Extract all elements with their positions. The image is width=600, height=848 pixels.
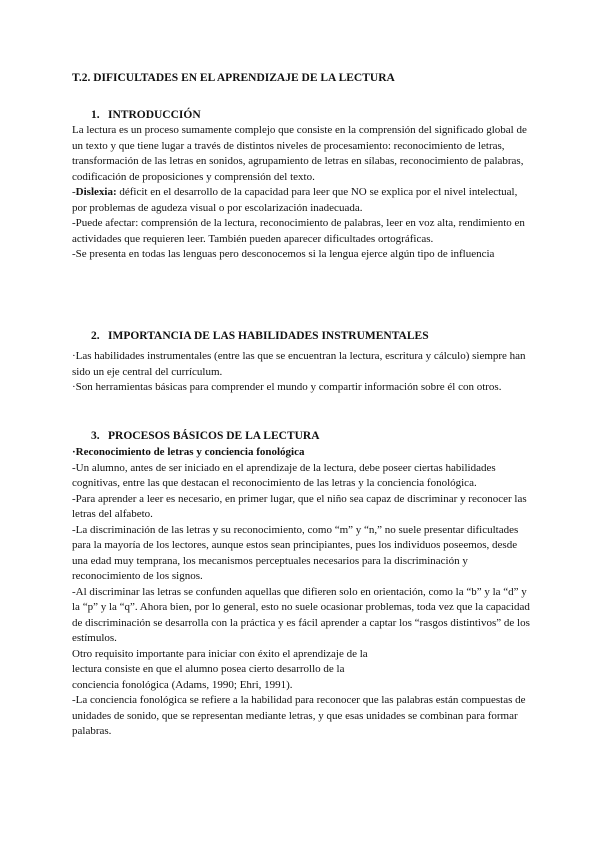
section-number: 1. bbox=[91, 109, 100, 121]
section-heading-introduccion bbox=[91, 109, 201, 121]
paragraph: La lectura es un proceso sumamente complejo que consiste en la comprensión del significado global de un texto y que tiene lugar a través de distintos niveles de procesamiento: reconocimiento de letras, transformación de las letras en sonidos, agrupamiento de letras en sílabas, reconocimiento de palabras, codificación de proposiciones y comprensión del texto. bbox=[72, 124, 527, 183]
dislexia-definition: déficit en el desarrollo de la capacidad para leer que NO se explica por el nivel intelectual, por problemas de agudeza visual o por escolarización inadecuada. bbox=[72, 186, 518, 214]
subheading-text: ·Reconocimiento de letras y conciencia fonológica bbox=[72, 446, 305, 458]
cited-line: lectura consiste en que el alumno posea cierto desarrollo de la bbox=[72, 663, 345, 675]
dislexia-term: Dislexia: bbox=[75, 186, 117, 198]
paragraph: -Se presenta en todas las lenguas pero desconocemos si la lengua ejerce algún tipo de influencia bbox=[72, 248, 495, 260]
section-title: PROCESOS BÁSICOS DE LA LECTURA bbox=[108, 430, 320, 442]
paragraph: -La discriminación de las letras y su reconocimiento, como “m” y “n,” no suele presentar dificultades para la mayoría de los lectores, aunque estos sean principiantes, pues los individuos poseemos, desde una edad muy temprana, los mecanismos perceptuales necesarios para la discriminación y reconocimiento de los signos. bbox=[72, 523, 519, 582]
section-body-importancia bbox=[72, 349, 532, 396]
cited-line: conciencia fonológica (Adams, 1990; Ehri, 1991). bbox=[72, 678, 293, 691]
section-body-introduccion bbox=[72, 123, 532, 263]
section-number: 3. bbox=[91, 430, 100, 442]
paragraph: -Al discriminar las letras se confunden aquellas que difieren solo en orientación, como la “b” y la “d” y la “p” y la “q”. Ahora bien, por lo general, esto no suele ocasionar problemas, toda vez que la capacidad de discriminación se desarrolla con la práctica y es fácil aprender a captar los “rasgos distintivos” de los estímulos. bbox=[72, 585, 530, 644]
paragraph: ·Las habilidades instrumentales (entre las que se encuentran la lectura, escritura y cálculo) siempre han sido un eje central del currículum. bbox=[72, 350, 526, 378]
paragraph: -Un alumno, antes de ser iniciado en el aprendizaje de la lectura, debe poseer ciertas habilidades cognitivas, entre las que destacan el reconocimiento de las letras y la conciencia fonológica. bbox=[72, 461, 496, 489]
section-heading-procesos bbox=[91, 430, 320, 442]
section-number: 2. bbox=[91, 330, 100, 342]
paragraph-dislexia bbox=[72, 185, 532, 216]
section-title: IMPORTANCIA DE LAS HABILIDADES INSTRUMENTALES bbox=[108, 330, 429, 342]
section-body-procesos bbox=[72, 445, 532, 740]
section-title: INTRODUCCIÓN bbox=[108, 109, 201, 121]
paragraph: -La conciencia fonológica se refiere a la habilidad para reconocer que las palabras están compuestas de unidades de sonido, que se representan mediante letras, y que esas unidades se combinan para formar palabras. bbox=[72, 694, 526, 737]
section-heading-importancia bbox=[91, 330, 429, 342]
paragraph: -Puede afectar: comprensión de la lectura, reconocimiento de palabras, leer en voz alta, rendimiento en actividades que requieren leer. También pueden aparecer dificultades ortográficas. bbox=[72, 217, 525, 245]
document-title: T.2. DIFICULTADES EN EL APRENDIZAJE DE LA LECTURA bbox=[72, 72, 395, 84]
paragraph: -Para aprender a leer es necesario, en primer lugar, que el niño sea capaz de discriminar y reconocer las letras del alfabeto. bbox=[72, 492, 527, 520]
cited-line: Otro requisito importante para iniciar con éxito el aprendizaje de la bbox=[72, 647, 368, 660]
paragraph-prefix: - bbox=[72, 186, 76, 198]
paragraph: ·Son herramientas básicas para comprender el mundo y compartir información sobre él con otros. bbox=[72, 381, 502, 393]
subheading bbox=[72, 445, 532, 461]
